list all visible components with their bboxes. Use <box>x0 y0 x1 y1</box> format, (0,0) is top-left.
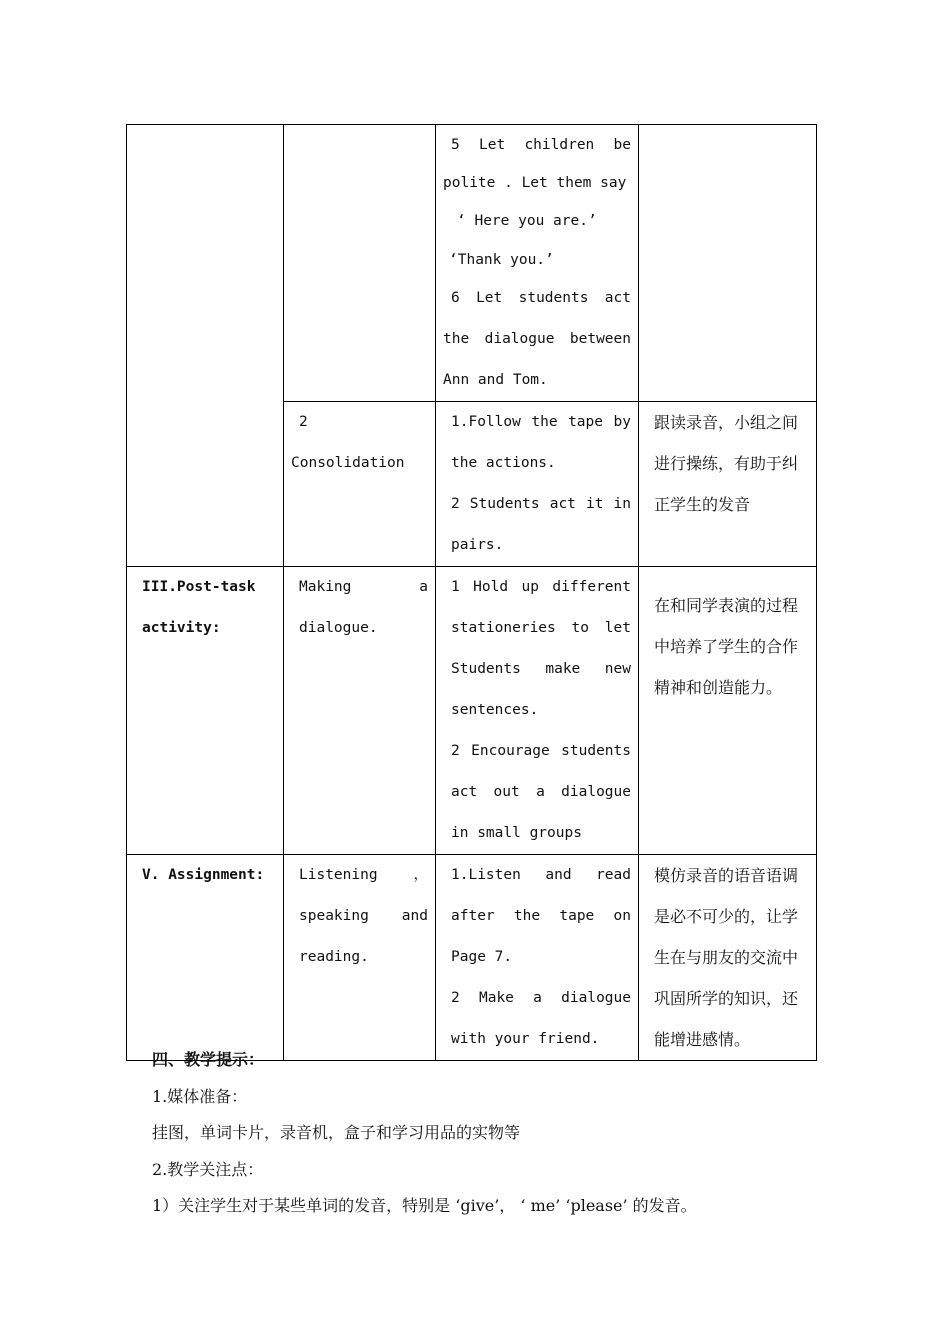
table-row <box>127 567 817 855</box>
activity-item: 2 Encourage students act out a dialogue in small groups <box>451 743 631 841</box>
table-row <box>127 125 817 402</box>
notes-heading: 四、教学提示： <box>152 1050 265 1069</box>
activity-line: polite . Let them say <box>443 175 627 191</box>
activity-item: 2 Students act it in pairs. <box>451 496 631 553</box>
step-cell <box>284 402 436 567</box>
step-text: Making a dialogue. <box>299 579 428 636</box>
activity-line: ‘ Here you are.’ <box>457 213 597 229</box>
table-row <box>127 855 817 1061</box>
step-cell <box>284 855 436 1061</box>
activity-cell <box>436 125 639 402</box>
activity-line: the dialogue between <box>443 331 631 347</box>
stage-text: III.Post-task activity: <box>142 579 256 636</box>
purpose-cell <box>639 125 817 402</box>
step-text: 2 Consolidation <box>291 414 405 471</box>
purpose-cell <box>639 402 817 567</box>
purpose-cell <box>639 855 817 1061</box>
step-cell <box>284 567 436 855</box>
focus-item: 1）关注学生对于某些单词的发音，特别是 ‘give’， ‘ me’ ‘please’ 的发音。 <box>152 1196 697 1215</box>
teaching-notes <box>152 1042 832 1225</box>
activity-item: 1 Hold up different stationeries to let Students make new sentences. <box>451 579 631 718</box>
activity-cell <box>436 402 639 567</box>
activity-cell <box>436 855 639 1061</box>
step-text: Listening，speaking and reading. <box>299 867 428 965</box>
activity-item: 1.Listen and read after the tape on Page 7. <box>451 867 631 965</box>
purpose-text: 模仿录音的语音语调是必不可少的，让学生在与朋友的交流中巩固所学的知识，还能增进感情。 <box>654 866 799 1049</box>
activity-item: 1.Follow the tape by the actions. <box>451 414 631 471</box>
purpose-cell <box>639 567 817 855</box>
media-items: 挂图，单词卡片，录音机，盒子和学习用品的实物等 <box>152 1123 521 1142</box>
activity-line: 5 Let children be <box>451 137 631 153</box>
purpose-text: 跟读录音，小组之间进行操练，有助于纠正学生的发音 <box>654 413 799 514</box>
stage-cell <box>127 125 284 567</box>
purpose-text: 在和同学表演的过程中培养了学生的合作精神和创造能力。 <box>654 596 799 697</box>
stage-text: V. Assignment: <box>142 867 265 883</box>
step-cell <box>284 125 436 402</box>
activity-item: 2 Make a dialogue with your friend. <box>451 990 631 1047</box>
lesson-plan-table <box>126 124 817 1061</box>
focus-title: 2.教学关注点： <box>152 1159 264 1179</box>
activity-cell <box>436 567 639 855</box>
activity-line: 6 Let students act <box>451 290 631 306</box>
activity-line: Ann and Tom. <box>443 372 548 388</box>
stage-cell <box>127 567 284 855</box>
media-title: 1.媒体准备： <box>152 1086 248 1106</box>
stage-cell <box>127 855 284 1061</box>
activity-line: ‘Thank you.’ <box>449 252 554 268</box>
